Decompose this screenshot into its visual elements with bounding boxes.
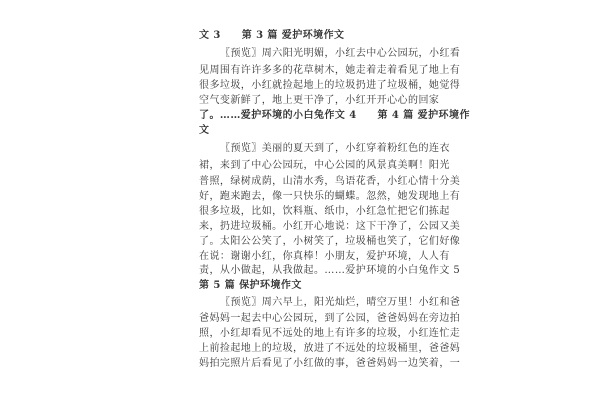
text-line-4: 很多垃圾，小红就捡起地上的垃圾扔进了垃圾桶，她觉得 (199, 80, 461, 91)
text-line-22: 妈拍完照片后看见了小红做的事，爸爸妈妈一边笑着，一 (199, 358, 461, 369)
text-line-1: 文 3 第 3 篇 爱护环境作文 (199, 30, 345, 41)
text-line-9: 裙，来到了中心公园玩，中心公园的风景真美啊！阳光 (199, 160, 450, 171)
text-line-16: 责，从小做起，从我做起。……爱护环境的小白兔作文 5 (199, 265, 461, 276)
text-line-14: 了。太阳公公笑了，小树笑了，垃圾桶也笑了，它们好像 (199, 236, 461, 247)
text-line-21: 上前捡起地上的垃圾，放进了不远处的垃圾桶里，爸爸妈 (199, 343, 461, 354)
text-line-17: 第 5 篇 保护环境作文 (199, 280, 302, 291)
text-line-11: 好，跑来跑去，像一只快乐的蝴蝶。忽然，她发现地上有 (199, 191, 461, 202)
text-line-13: 来，扔进垃圾桶。小红开心地说：这下干净了，公园又美 (199, 221, 461, 232)
text-line-18: 〖预览〗周六早上，阳光灿烂，晴空万里！小红和爸 (220, 297, 461, 308)
text-line-10: 普照，绿树成荫，山清水秀，鸟语花香，小红心情十分美 (199, 176, 461, 187)
text-line-3: 见周围有许许多多的花草树木，她走着走着看见了地上有 (199, 65, 461, 76)
text-line-20: 照，小红却看见不远处的地上有许多的垃圾，小红连忙走 (199, 328, 461, 339)
text-line-19: 爸妈妈一起去中心公园玩，到了公园，爸爸妈妈在旁边拍 (199, 313, 461, 324)
text-line-15: 在说：谢谢小红，你真棒！小朋友，爱护环境，人人有 (199, 251, 450, 262)
text-line-8: 〖预览〗美丽的夏天到了，小红穿着粉红色的连衣 (220, 143, 450, 154)
text-line-5: 空气变新鲜了，地上更干净了，小红开开心心的回家 (199, 95, 440, 106)
text-line-7: 文 (199, 125, 210, 136)
text-line-6: 了。……爱护环境的小白兔作文 4 第 4 篇 爱护环境作 (199, 110, 470, 121)
text-line-12: 很多垃圾，比如，饮料瓶、纸巾，小红急忙把它们拣起 (199, 206, 450, 217)
text-line-2: 〖预览〗周六阳光明媚，小红去中心公园玩，小红看 (220, 48, 461, 59)
